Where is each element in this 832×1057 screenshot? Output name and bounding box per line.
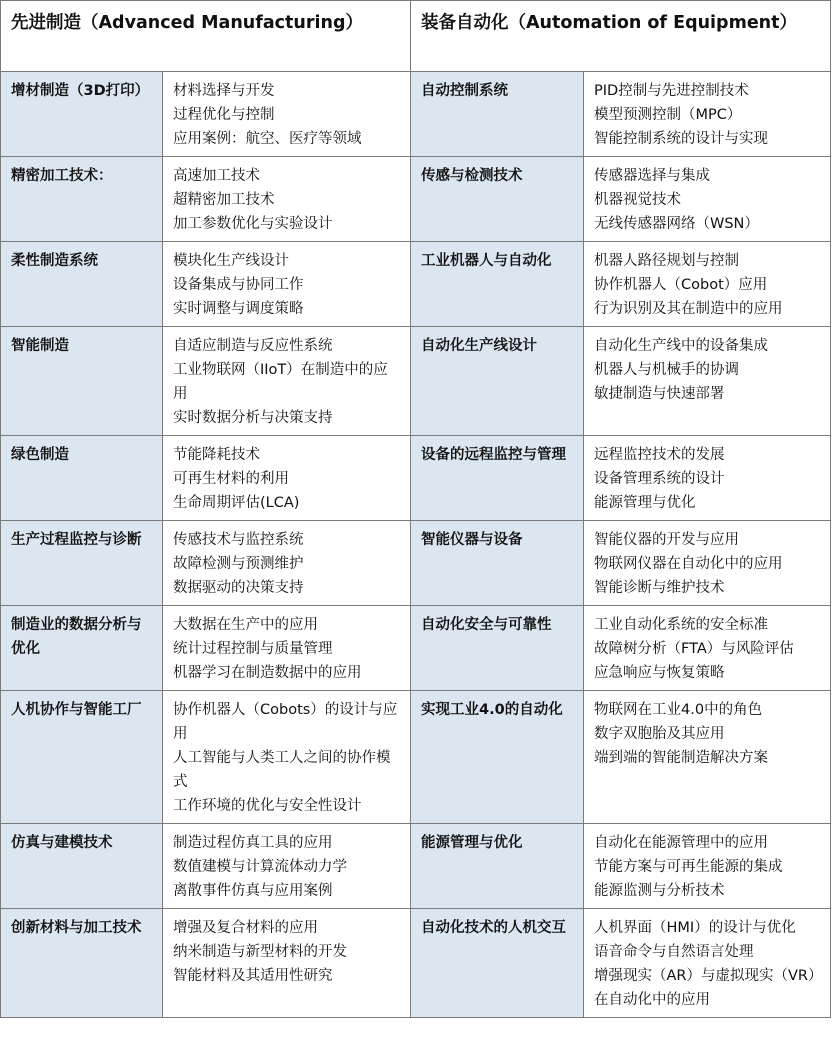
- detail-item: 模块化生产线设计: [173, 253, 289, 269]
- detail-item: 制造过程仿真工具的应用: [173, 835, 333, 851]
- detail-item: 故障检测与预测维护: [173, 556, 304, 572]
- left-category-details: [163, 909, 411, 1018]
- detail-item: 可再生材料的利用: [173, 471, 289, 487]
- detail-item: 行为识别及其在制造中的应用: [594, 301, 783, 317]
- left-category-details: [163, 824, 411, 909]
- right-category-details: [584, 242, 831, 327]
- detail-item: 无线传感器网络（WSN）: [594, 216, 759, 232]
- detail-item: 设备集成与协同工作: [173, 277, 304, 293]
- detail-item: 智能仪器的开发与应用: [594, 532, 740, 548]
- detail-item: 物联网在工业4.0中的角色: [594, 702, 763, 718]
- right-category-details: [584, 157, 831, 242]
- detail-item: 过程优化与控制: [173, 107, 275, 123]
- left-category-title: 增材制造（3D打印）: [1, 72, 163, 157]
- detail-item: 智能诊断与维护技术: [594, 580, 725, 596]
- table-row: [1, 691, 831, 824]
- right-category-title: 实现工业4.0的自动化: [411, 691, 584, 824]
- left-category-details: [163, 436, 411, 521]
- detail-item: 机器学习在制造数据中的应用: [173, 665, 362, 681]
- detail-item: 自动化生产线中的设备集成: [594, 338, 769, 354]
- left-category-title: 制造业的数据分析与优化: [1, 606, 163, 691]
- left-category-title: 人机协作与智能工厂: [1, 691, 163, 824]
- detail-item: 生命周期评估(LCA): [173, 495, 300, 511]
- right-category-title: 自动化生产线设计: [411, 327, 584, 436]
- right-category-title: 智能仪器与设备: [411, 521, 584, 606]
- detail-item: 端到端的智能制造解决方案: [594, 750, 769, 766]
- detail-item: 自动化在能源管理中的应用: [594, 835, 769, 851]
- detail-item: 智能控制系统的设计与实现: [594, 131, 769, 147]
- detail-item: 工作环境的优化与安全性设计: [173, 798, 362, 814]
- detail-item: 协作机器人（Cobots）的设计与应用: [173, 702, 398, 742]
- detail-item: 机器人与机械手的协调: [594, 362, 740, 378]
- table-row: [1, 72, 831, 157]
- detail-item: 离散事件仿真与应用案例: [173, 883, 333, 899]
- detail-item: 材料选择与开发: [173, 83, 275, 99]
- detail-item: 传感器选择与集成: [594, 168, 711, 184]
- left-category-details: [163, 691, 411, 824]
- detail-item: 传感技术与监控系统: [173, 532, 304, 548]
- detail-item: 机器视觉技术: [594, 192, 682, 208]
- detail-item: 应急响应与恢复策略: [594, 665, 725, 681]
- detail-item: 远程监控技术的发展: [594, 447, 725, 463]
- detail-item: 故障树分析（FTA）与风险评估: [594, 641, 794, 657]
- detail-item: 数值建模与计算流体动力学: [173, 859, 347, 875]
- header-row: [1, 1, 831, 72]
- right-category-details: [584, 909, 831, 1018]
- detail-item: 实时调整与调度策略: [173, 301, 304, 317]
- right-category-title: 自动化技术的人机交互: [411, 909, 584, 1018]
- left-category-title: 柔性制造系统: [1, 242, 163, 327]
- detail-item: 应用案例：航空、医疗等领域: [173, 131, 362, 147]
- detail-item: 敏捷制造与快速部署: [594, 386, 725, 402]
- right-category-title: 能源管理与优化: [411, 824, 584, 909]
- left-category-details: [163, 521, 411, 606]
- detail-item: 高速加工技术: [173, 168, 260, 184]
- right-category-details: [584, 824, 831, 909]
- left-category-title: 智能制造: [1, 327, 163, 436]
- detail-item: 增强及复合材料的应用: [173, 920, 318, 936]
- header-advanced-manufacturing: 先进制造（Advanced Manufacturing）: [1, 1, 411, 72]
- detail-item: 纳米制造与新型材料的开发: [173, 944, 347, 960]
- detail-item: 节能降耗技术: [173, 447, 260, 463]
- left-category-title: 生产过程监控与诊断: [1, 521, 163, 606]
- detail-item: 增强现实（AR）与虚拟现实（VR）在自动化中的应用: [594, 968, 816, 1008]
- right-category-title: 工业机器人与自动化: [411, 242, 584, 327]
- right-category-title: 传感与检测技术: [411, 157, 584, 242]
- detail-item: 节能方案与可再生能源的集成: [594, 859, 783, 875]
- right-category-details: [584, 72, 831, 157]
- detail-item: 自适应制造与反应性系统: [173, 338, 333, 354]
- right-category-title: 自动控制系统: [411, 72, 584, 157]
- detail-item: 超精密加工技术: [173, 192, 275, 208]
- left-category-details: [163, 242, 411, 327]
- table-row: [1, 606, 831, 691]
- table-row: [1, 327, 831, 436]
- detail-item: 人工智能与人类工人之间的协作模式: [173, 750, 391, 790]
- detail-item: 智能材料及其适用性研究: [173, 968, 333, 984]
- left-category-details: [163, 157, 411, 242]
- right-category-details: [584, 521, 831, 606]
- detail-item: 大数据在生产中的应用: [173, 617, 318, 633]
- detail-item: 机器人路径规划与控制: [594, 253, 740, 269]
- detail-item: 模型预测控制（MPC）: [594, 107, 742, 123]
- detail-item: 物联网仪器在自动化中的应用: [594, 556, 783, 572]
- left-category-details: [163, 327, 411, 436]
- table-row: [1, 157, 831, 242]
- detail-item: 能源管理与优化: [594, 495, 696, 511]
- table-row: [1, 436, 831, 521]
- detail-item: 实时数据分析与决策支持: [173, 410, 333, 426]
- detail-item: 加工参数优化与实验设计: [173, 216, 333, 232]
- table-row: [1, 824, 831, 909]
- detail-item: 工业物联网（IIoT）在制造中的应用: [173, 362, 388, 402]
- right-category-details: [584, 691, 831, 824]
- detail-item: 数据驱动的决策支持: [173, 580, 304, 596]
- detail-item: 语音命令与自然语言处理: [594, 944, 754, 960]
- detail-item: 设备管理系统的设计: [594, 471, 725, 487]
- detail-item: 人机界面（HMI）的设计与优化: [594, 920, 796, 936]
- left-category-title: 仿真与建模技术: [1, 824, 163, 909]
- left-category-details: [163, 606, 411, 691]
- detail-item: 能源监测与分析技术: [594, 883, 725, 899]
- table-row: [1, 909, 831, 1018]
- right-category-details: [584, 327, 831, 436]
- left-category-details: [163, 72, 411, 157]
- right-category-title: 自动化安全与可靠性: [411, 606, 584, 691]
- right-category-title: 设备的远程监控与管理: [411, 436, 584, 521]
- left-category-title: 创新材料与加工技术: [1, 909, 163, 1018]
- table-row: [1, 242, 831, 327]
- table-row: [1, 521, 831, 606]
- detail-item: 统计过程控制与质量管理: [173, 641, 333, 657]
- right-category-details: [584, 436, 831, 521]
- detail-item: 协作机器人（Cobot）应用: [594, 277, 768, 293]
- left-category-title: 精密加工技术：: [1, 157, 163, 242]
- right-category-details: [584, 606, 831, 691]
- detail-item: 数字双胞胎及其应用: [594, 726, 725, 742]
- detail-item: PID控制与先进控制技术: [594, 83, 749, 99]
- left-category-title: 绿色制造: [1, 436, 163, 521]
- header-automation-of-equipment: 装备自动化（Automation of Equipment）: [411, 1, 831, 72]
- detail-item: 工业自动化系统的安全标准: [594, 617, 769, 633]
